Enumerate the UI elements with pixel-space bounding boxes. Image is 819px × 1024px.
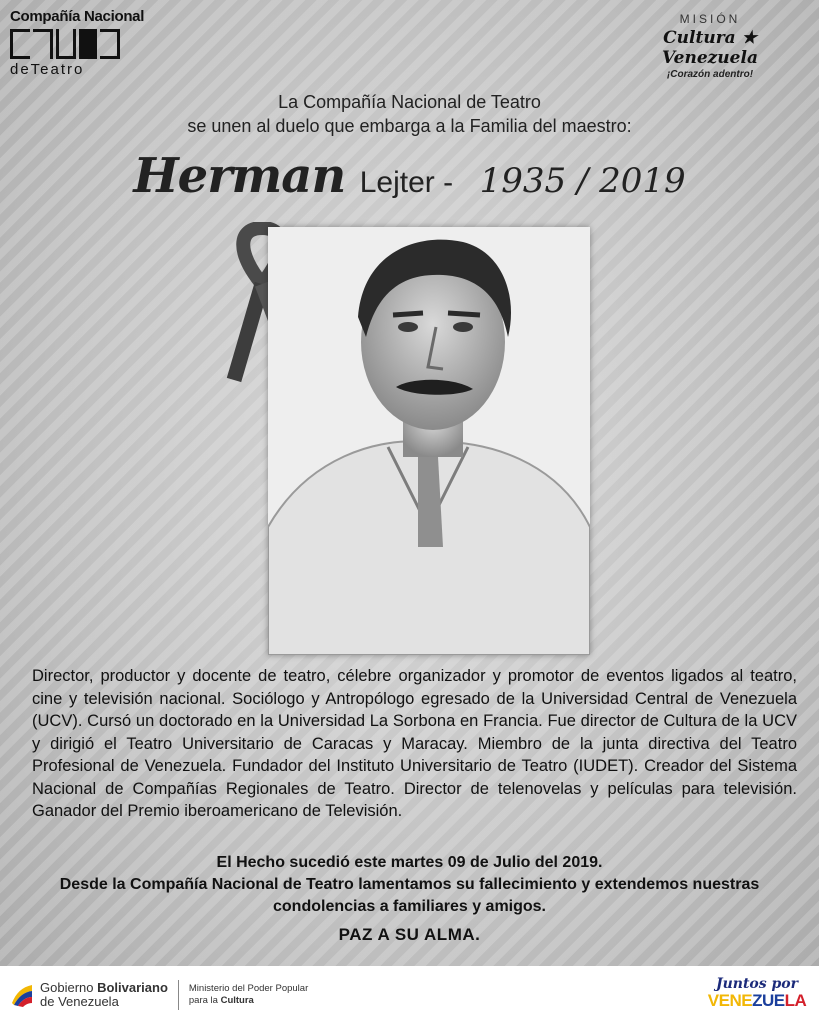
honoree-years: 1935 / 2019	[479, 161, 686, 201]
closing-line-rip: PAZ A SU ALMA.	[338, 925, 481, 944]
honoree-portrait-photo	[268, 227, 590, 655]
juntos-la: LA	[784, 991, 807, 1010]
ministerio-line-1: Ministerio del Poder Popular	[188, 983, 309, 994]
closing-statement	[0, 852, 819, 948]
mision-cultura-logo	[615, 12, 805, 80]
ministerio-prefix: para la	[188, 995, 221, 1006]
portrait-illustration	[268, 227, 590, 655]
gobierno-bolivariano-logo	[10, 980, 308, 1010]
juntos-vene: VENE	[707, 991, 753, 1010]
footer-bar	[0, 966, 819, 1024]
footer-divider	[178, 980, 179, 1010]
cnt-logo-mark	[10, 29, 155, 59]
closing-line-date: El Hecho sucedió este martes 09 de Julio del 2019.	[216, 854, 603, 871]
juntos-line-1: Juntos por	[715, 976, 799, 992]
intro-text	[0, 90, 819, 138]
venezuela-flag-icon	[10, 983, 34, 1007]
gobierno-line-2: de Venezuela	[40, 994, 119, 1009]
ministerio-bold: Cultura	[220, 995, 254, 1006]
mision-slogan: ¡Corazón adentro!	[666, 69, 754, 80]
gobierno-text	[40, 981, 168, 1009]
gobierno-bold: Bolivariano	[97, 980, 168, 995]
closing-line-condolences: Desde la Compañía Nacional de Teatro lamentamos su fallecimiento y extendemos nuestras condolencias a familiares y amigos.	[59, 876, 760, 915]
biography-text: Director, productor y docente de teatro, célebre organizador y promotor de eventos ligados al teatro, cine y televisión nacional. Sociólogo y Antropólogo egresado de la Universidad Central de Venezuela (UCV). Cursó un doctorado en la Universidad La Sorbona en Francia. Fue director de Cultura de la UCV y dirigió el Teatro Universitario de Caracas y Maracay. Miembro de la junta directiva del Teatro Profesional de Venezuela. Fundador del Instituto Universitario de Teatro (IUDET). Creador del Sistema Nacional de Compañías Regionales de Teatro. Director de telenovelas y películas para televisión. Ganador del Premio iberoamericano de Televisión.	[32, 667, 797, 820]
intro-line-2: se unen al duelo que embarga a la Familia del maestro:	[187, 116, 632, 136]
compania-nacional-teatro-logo	[10, 8, 155, 88]
juntos-por-venezuela-logo	[707, 976, 807, 1010]
juntos-line-2	[707, 992, 807, 1010]
intro-line-1: La Compañía Nacional de Teatro	[278, 92, 541, 112]
honoree-name	[0, 148, 819, 204]
ministerio-text	[189, 983, 308, 1007]
cnt-logo-top-text: Compañía Nacional	[10, 8, 145, 25]
honoree-first-name: Herman	[133, 148, 346, 204]
honoree-last-name: Lejter -	[359, 166, 454, 199]
mision-label: MISIÓN	[679, 12, 741, 26]
juntos-zue: ZUE	[752, 991, 785, 1010]
gobierno-prefix: Gobierno	[40, 980, 98, 995]
cnt-logo-bottom-text: deTeatro	[10, 61, 85, 78]
mision-title: Cultura ★ Venezuela	[662, 28, 758, 68]
